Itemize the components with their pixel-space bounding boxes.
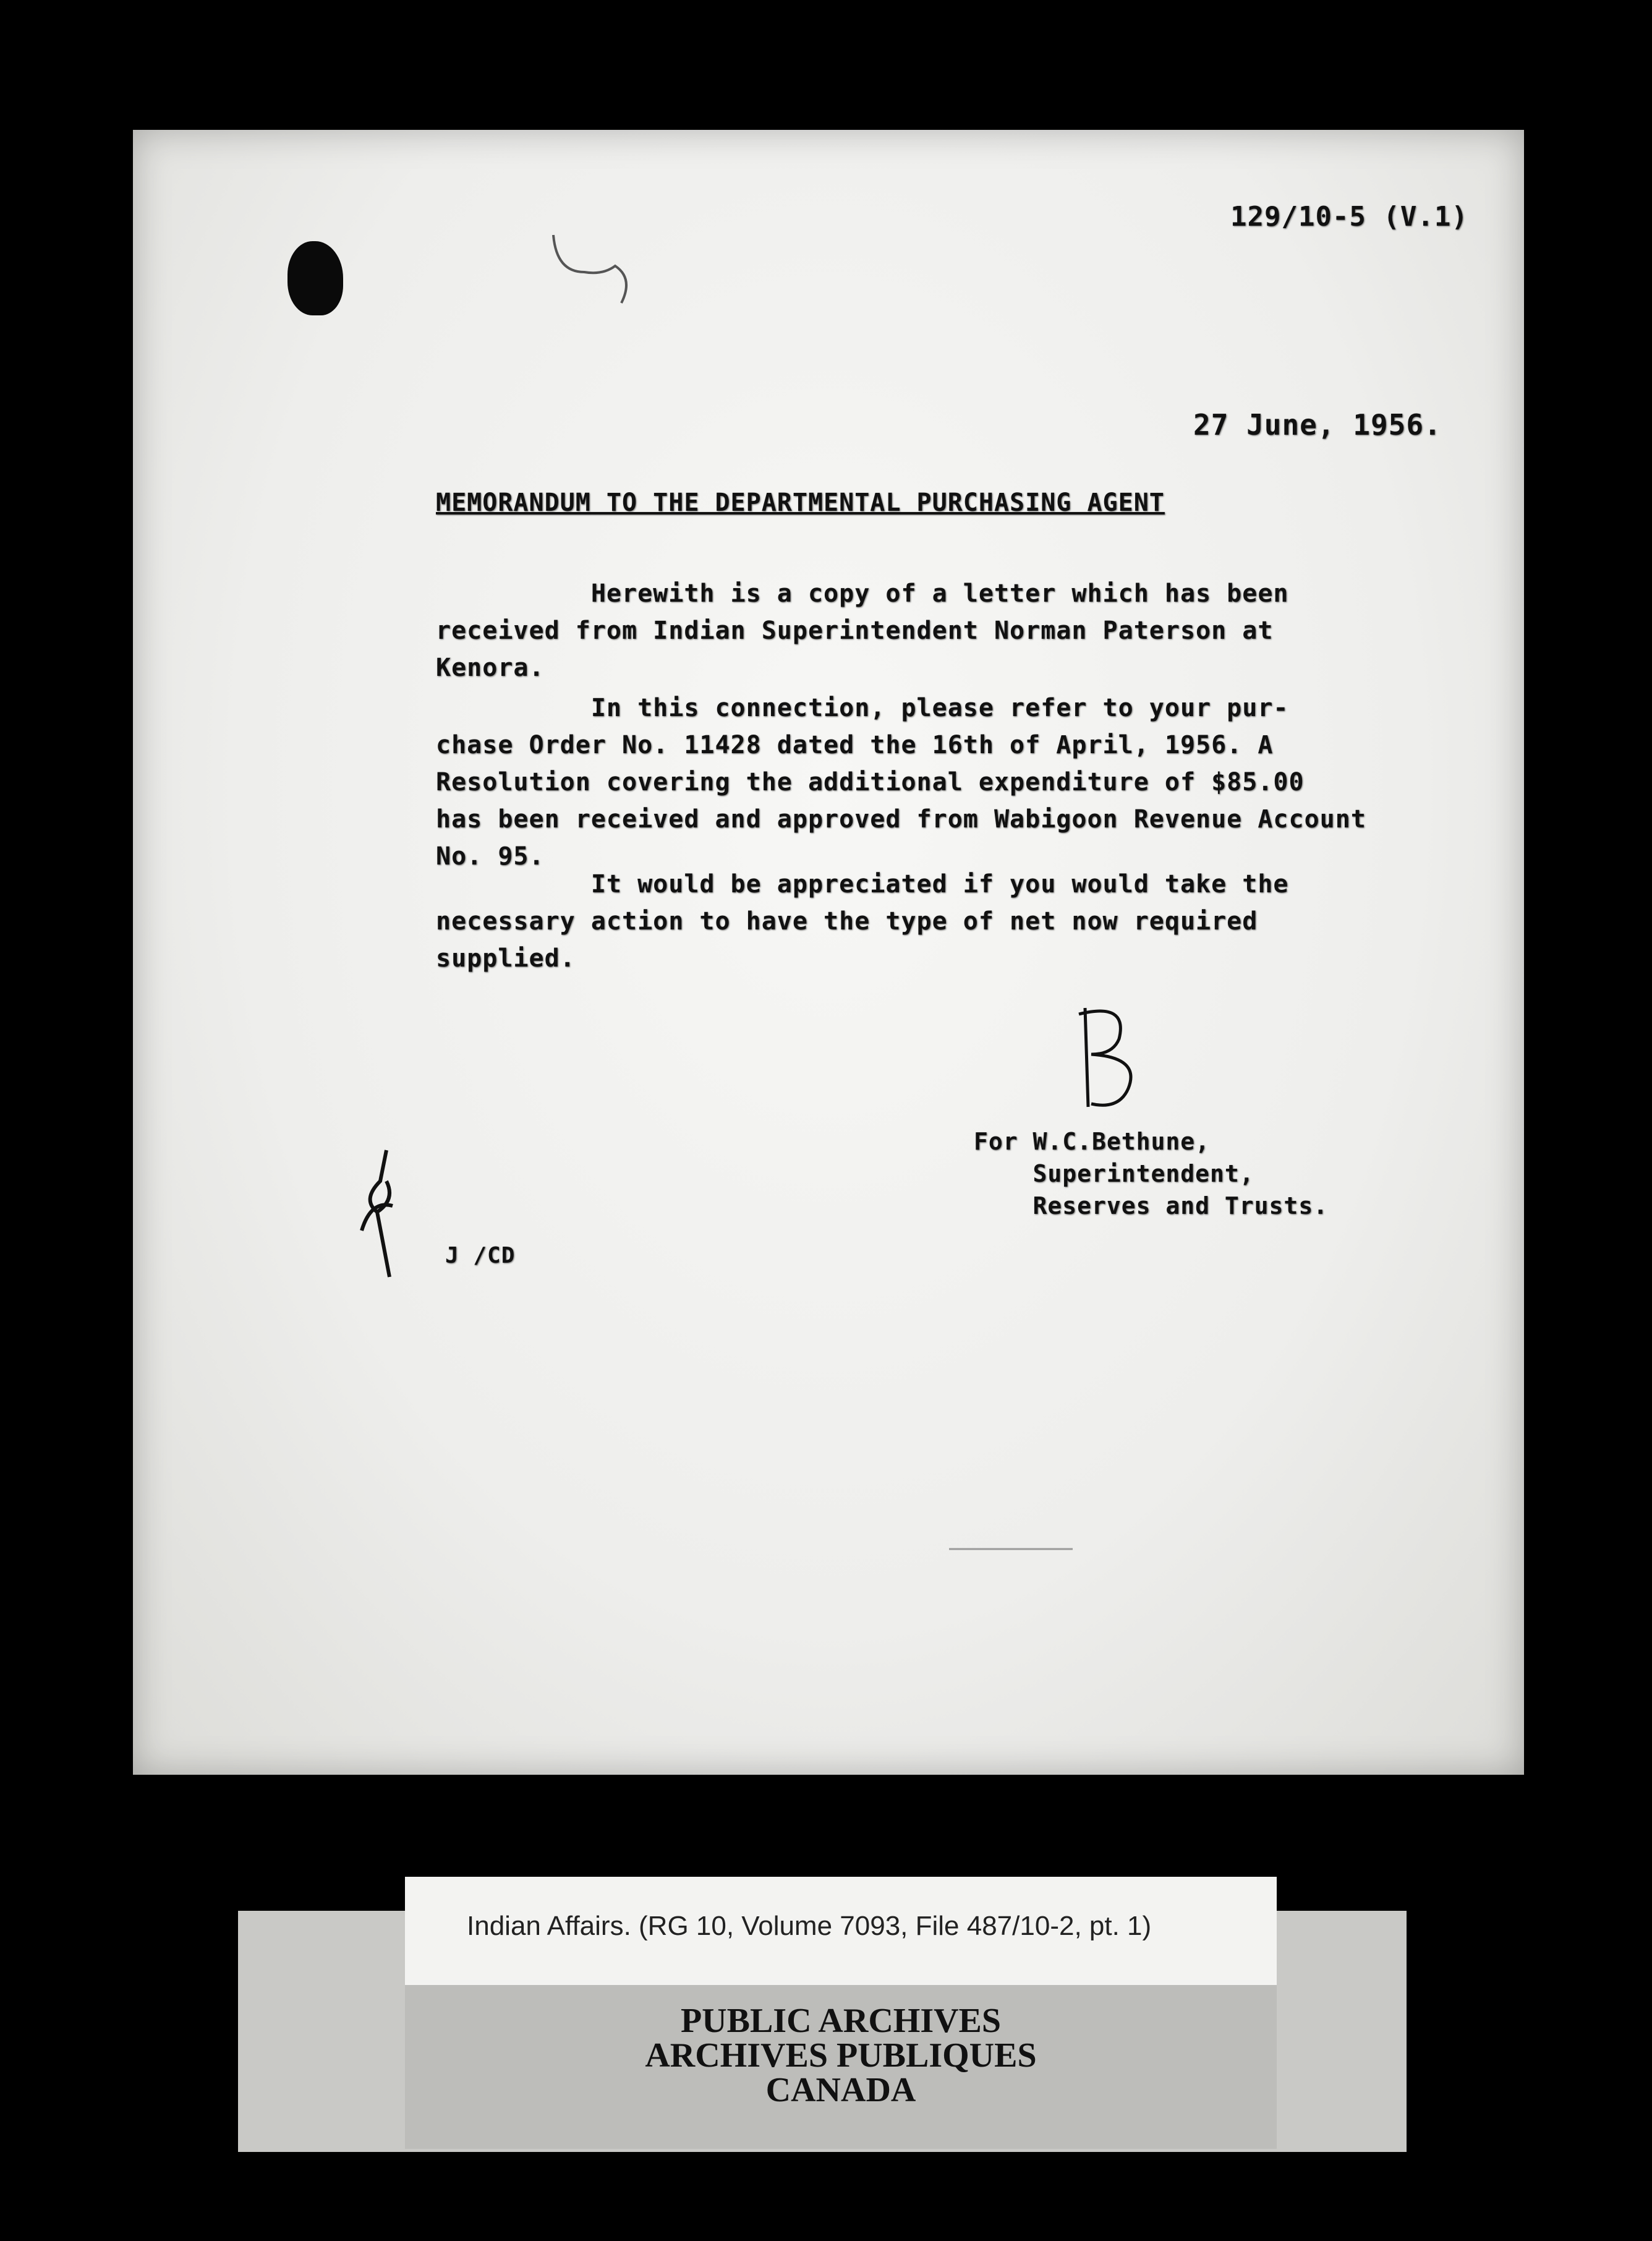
archive-reference-label	[405, 1877, 1277, 1985]
stamp-line-3: CANADA	[765, 2071, 916, 2109]
document-page	[133, 130, 1524, 1775]
memo-subject: MEMORANDUM TO THE DEPARTMENTAL PURCHASING AGENT	[436, 489, 1165, 517]
pen-scribble-top	[541, 223, 652, 315]
faint-line	[949, 1546, 1073, 1552]
handwritten-mark-left	[343, 1144, 411, 1286]
paragraph-1: Herewith is a copy of a letter which has been received from Indian Superintendent Norman Paterson at Kenora.	[436, 579, 1289, 682]
archives-stamp-inner	[405, 1985, 1277, 2149]
paragraph-3: It would be appreciated if you would take the necessary action to have the type of net now required supplied.	[436, 870, 1289, 973]
file-reference: 129/10-5 (V.1)	[1230, 201, 1468, 233]
stamp-line-1: PUBLIC ARCHIVES	[680, 2002, 1002, 2040]
handwritten-initial-b	[1060, 996, 1153, 1119]
punch-hole	[287, 241, 343, 315]
archive-reference-text: Indian Affairs. (RG 10, Volume 7093, File 487/10-2, pt. 1)	[467, 1911, 1152, 1941]
archives-stamp-text	[405, 2004, 1277, 2107]
stamp-line-2: ARCHIVES PUBLIQUES	[645, 2036, 1037, 2075]
memo-date: 27 June, 1956.	[1193, 408, 1442, 442]
paragraph-2: In this connection, please refer to your pur- chase Order No. 11428 dated the 16th of April, 1956. A Resolution covering the additional expenditure of $85.00 has been received and approved from Wabigoon Revenue Account No. 95.	[436, 694, 1366, 871]
typist-initials: J /CD	[445, 1243, 516, 1268]
signature-block: For W.C.Bethune, Superintendent, Reserves and Trusts.	[974, 1128, 1329, 1219]
